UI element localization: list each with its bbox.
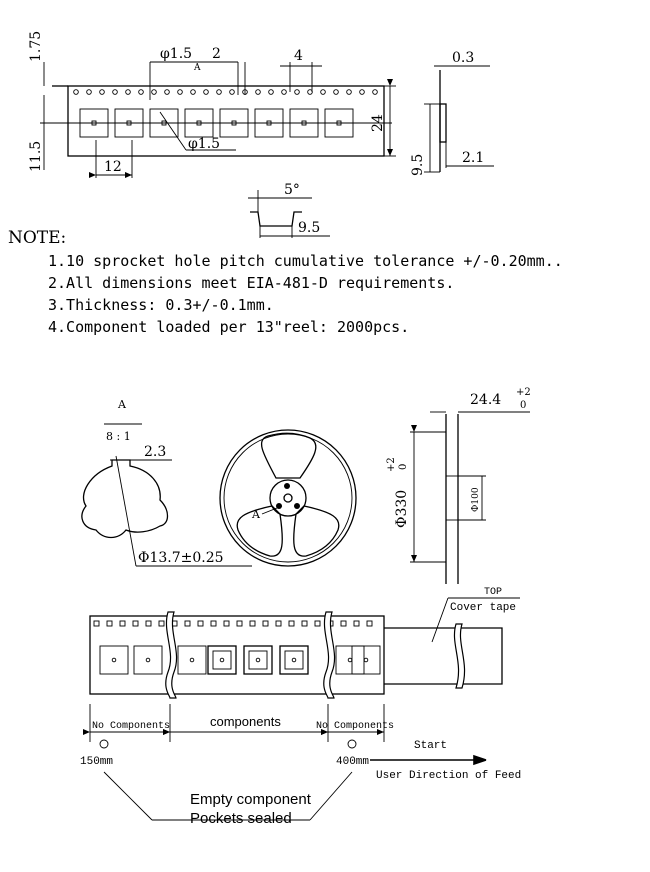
empty-pocket (100, 646, 128, 674)
dim-330-tol-upper: +2 (386, 457, 397, 472)
start-label: Start (414, 740, 448, 752)
sprocket-hole (256, 90, 261, 95)
layout-sprocket-hole (120, 621, 125, 626)
note-item-4: 4.Component loaded per 13"reel: 2000pcs. (48, 318, 410, 336)
layout-sprocket-hole (146, 621, 151, 626)
no-components-left-label: No Components (92, 721, 171, 732)
layout-sprocket-hole (133, 621, 138, 626)
reel-spindle (284, 494, 292, 502)
pocket-detail-profile (250, 212, 302, 226)
component (249, 651, 267, 669)
layout-sprocket-hole (224, 621, 229, 626)
layout-sprocket-hole (263, 621, 268, 626)
sprocket-hole (217, 90, 222, 95)
sprocket-hole (360, 90, 365, 95)
dim-330-label: Φ330 (394, 489, 410, 528)
sprocket-hole (178, 90, 183, 95)
layout-sprocket-hole (198, 621, 203, 626)
pocket-hole (256, 658, 260, 662)
components-label: components (210, 714, 281, 729)
phi-13-7-leader (116, 456, 136, 566)
tape-side-pocket (440, 104, 446, 142)
dim-1-75-label: 1.75 (28, 30, 44, 62)
reel-a-label: A (252, 508, 260, 521)
sprocket-hole (295, 90, 300, 95)
dim-12-label: 12 (104, 159, 122, 175)
sprocket-hole (139, 90, 144, 95)
tape-side-view (410, 50, 494, 176)
callout-leader-left (104, 772, 152, 820)
dim-phi-1-5-label: φ1.5 (160, 46, 193, 62)
layout-sprocket-hole (367, 621, 372, 626)
tape-top-view (28, 31, 396, 178)
cover-tape (384, 628, 502, 684)
dim-11-5-label: 11.5 (28, 140, 44, 172)
note-item-1: 1.10 sprocket hole pitch cumulative tolerance +/-0.20mm.. (48, 252, 563, 270)
sprocket-hole (165, 90, 170, 95)
reel-inner-rim (224, 434, 352, 562)
sprocket-hole (269, 90, 274, 95)
empty-pocket (134, 646, 162, 674)
reel-hub-notch-right (294, 503, 300, 509)
dim-100-label: Φ100 (471, 487, 481, 512)
reel-hub-notch-top (284, 483, 290, 489)
component (213, 651, 231, 669)
pocket-hole (220, 658, 224, 662)
dim-330-tol-lower: 0 (398, 463, 409, 470)
notes-title: NOTE: (8, 228, 67, 248)
sprocket-hole (74, 90, 79, 95)
layout-sprocket-hole (289, 621, 294, 626)
sprocket-hole (282, 90, 287, 95)
dim-5-deg-label: 5° (284, 182, 300, 198)
marker-150 (100, 740, 108, 748)
empty-pockets-line2: Pockets sealed (190, 810, 292, 827)
sprocket-hole (230, 90, 235, 95)
dim-2-1-label: 2.1 (462, 150, 485, 166)
layout-sprocket-hole (315, 621, 320, 626)
reel-window-top (262, 433, 316, 478)
reel-window-right (294, 506, 339, 556)
notes-section (8, 228, 648, 336)
dim-9-5-label: 9.5 (410, 153, 426, 176)
marker-a: A (194, 63, 201, 73)
note-item-2: 2.All dimensions meet EIA-481-D requirements. (48, 274, 455, 292)
detail-a-label: A (118, 398, 126, 411)
dim-0-3-label: 0.3 (452, 50, 475, 66)
detail-scale: 8 : 1 (106, 430, 131, 443)
dim-phi-1-5-lower-label: φ1.5 (188, 136, 221, 152)
sprocket-hole (113, 90, 118, 95)
layout-sprocket-hole (159, 621, 164, 626)
empty-pocket (336, 646, 364, 674)
sprocket-hole (100, 90, 105, 95)
dim-24-label: 24 (370, 114, 386, 132)
layout-sprocket-hole (302, 621, 307, 626)
layout-sprocket-hole (341, 621, 346, 626)
pocket-hole (146, 658, 150, 662)
layout-sprocket-hole (276, 621, 281, 626)
loaded-pocket (280, 646, 308, 674)
reel-side-view (386, 387, 531, 584)
cover-tape-label: Cover tape (450, 602, 517, 614)
sprocket-hole (373, 90, 378, 95)
layout-pockets (100, 646, 380, 674)
cover-tape-leader (432, 598, 448, 642)
dim-24-4-label: 24.4 (470, 392, 502, 408)
feed-direction-arrow (370, 756, 486, 764)
dim-2-label: 2 (212, 46, 221, 62)
dim-phi-13-7-label: Φ13.7±0.25 (138, 550, 224, 566)
layout-sprocket-hole (211, 621, 216, 626)
empty-pockets-line1: Empty component (190, 791, 311, 808)
marker-400 (348, 740, 356, 748)
sprocket-hole (334, 90, 339, 95)
layout-sprocket-hole (354, 621, 359, 626)
tape-layout (80, 587, 521, 827)
callout-leader-right (310, 772, 352, 820)
sprocket-hole (204, 90, 209, 95)
note-item-3: 3.Thickness: 0.3+/-0.1mm. (48, 296, 274, 314)
pocket-hole (348, 658, 352, 662)
reel-outer-rim (220, 430, 356, 566)
pocket-hole (364, 658, 368, 662)
loaded-pocket (208, 646, 236, 674)
user-direction-label: User Direction of Feed (376, 770, 522, 782)
empty-pocket (352, 646, 380, 674)
dist-400-label: 400mm (336, 756, 370, 768)
sprocket-hole-row (74, 90, 378, 95)
component (285, 651, 303, 669)
sprocket-hole (191, 90, 196, 95)
layout-sprocket-hole (237, 621, 242, 626)
sprocket-hole (87, 90, 92, 95)
hub-outline (82, 460, 168, 538)
no-components-right-label: No Components (316, 721, 395, 732)
layout-sprocket-hole (94, 621, 99, 626)
sprocket-hole (321, 90, 326, 95)
dim-24-4-tol-upper: +2 (516, 387, 531, 398)
empty-pocket (178, 646, 206, 674)
layout-sprocket-hole (250, 621, 255, 626)
sprocket-hole (152, 90, 157, 95)
pocket-hole (292, 658, 296, 662)
reel-front (220, 430, 356, 566)
loaded-pocket (244, 646, 272, 674)
layout-sprocket-hole (185, 621, 190, 626)
sprocket-hole (347, 90, 352, 95)
tape-break-left (166, 612, 177, 698)
top-label: TOP (484, 587, 503, 598)
layout-sprocket-hole (107, 621, 112, 626)
dim-4-label: 4 (294, 48, 303, 64)
pocket-hole (112, 658, 116, 662)
dim-24-4-tol-lower: 0 (520, 400, 527, 411)
sprocket-hole (126, 90, 131, 95)
cover-tape-break (454, 624, 464, 688)
dim-9-5b-label: 9.5 (298, 220, 321, 236)
dim-2-3-label: 2.3 (144, 444, 167, 460)
phi-1-5-lower-leader (160, 112, 186, 150)
pocket-hole (190, 658, 194, 662)
dist-150-label: 150mm (80, 756, 114, 768)
